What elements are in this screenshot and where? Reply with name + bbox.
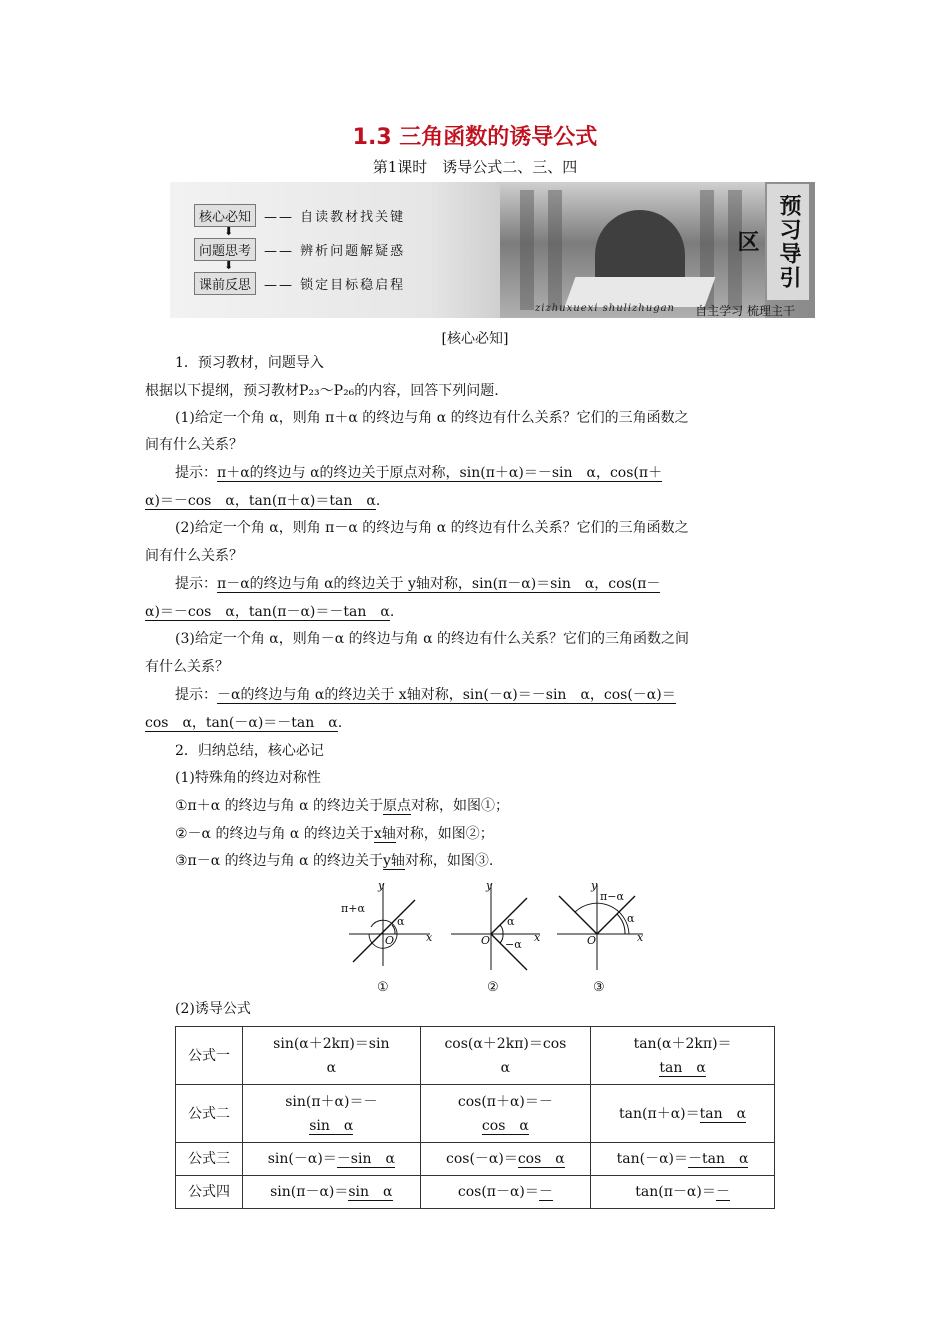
paragraph: 根据以下提纲，预习教材P₂₃～P₂₆的内容，回答下列问题.: [145, 383, 499, 399]
origin-label: O: [481, 934, 491, 947]
subheading-symmetry: (1)特殊角的终边对称性: [175, 770, 321, 786]
arrow-down-icon: ⬇: [224, 259, 234, 272]
question-3-line-2: 有什么关系？: [145, 659, 229, 675]
page-subtitle: 第1课时 诱导公式二、三、四: [372, 158, 578, 176]
hint-1-line-1: 提示：π＋α的终边与 α的终边关于原点对称，sin(π＋α)＝－sin α，cos(π＋: [175, 465, 663, 481]
hint-1-line-2: α)＝－cos α，tan(π＋α)＝tan α.: [145, 493, 381, 509]
figure-1: [341, 879, 433, 995]
table-cell: sin(π＋α)＝－ sin α: [243, 1085, 421, 1143]
axis-x-label: x: [637, 931, 644, 944]
question-2-line-2: 间有什么关系？: [145, 548, 243, 564]
table-row: [176, 1027, 775, 1085]
banner-pinyin: zizhuxuexi shulizhugan: [535, 303, 675, 314]
page-title: 1.3 三角函数的诱导公式: [352, 125, 598, 150]
heading-1: 1．预习教材，问题导入: [175, 355, 324, 371]
origin-label: O: [385, 934, 395, 947]
table-cell: sin(－α)＝－sin α: [243, 1143, 421, 1176]
row-header: 公式四: [176, 1176, 243, 1209]
angle-label: π+α: [341, 902, 365, 915]
axis-y-label: y: [591, 879, 598, 892]
step-core-knowledge: 核心必知: [194, 204, 256, 227]
table-row: [176, 1176, 775, 1209]
table-row: [176, 1085, 775, 1143]
step-question-desc: —— 辨析问题解疑惑: [264, 244, 406, 259]
angle-label: π−α: [600, 890, 624, 903]
axis-y-label: y: [486, 879, 493, 892]
question-2-line-1: (2)给定一个角 α，则角 π－α 的终边与角 α 的终边有什么关系？它们的三角函数之: [175, 520, 689, 536]
table-row: [176, 1143, 775, 1176]
caption-1: ①: [377, 980, 389, 995]
step-reflection: 课前反思: [194, 272, 256, 295]
alpha-label: α: [627, 912, 635, 925]
origin-label: O: [587, 934, 597, 947]
axis-y-label: y: [378, 879, 385, 892]
section-title: [核心必知]: [441, 331, 509, 347]
question-1-line-2: 间有什么关系？: [145, 437, 243, 453]
hint-3-line-2: cos α，tan(－α)＝－tan α.: [145, 715, 343, 731]
row-header: 公式一: [176, 1027, 243, 1085]
question-1-line-1: (1)给定一个角 α，则角 π＋α 的终边与角 α 的终边有什么关系？它们的三角函数之: [175, 410, 689, 426]
hint-3-line-1: 提示：－α的终边与角 α的终边关于 x轴对称，sin(－α)＝－sin α，cos(－α)＝: [175, 687, 676, 703]
caption-3: ③: [593, 980, 605, 995]
table-cell: sin(π－α)＝sin α: [243, 1176, 421, 1209]
table-cell: cos(π－α)＝－: [420, 1176, 591, 1209]
question-3-line-1: (3)给定一个角 α，则角－α 的终边与角 α 的终边有什么关系？它们的三角函数之间: [175, 631, 689, 647]
table-cell: tan(α＋2kπ)＝ tan α: [591, 1027, 775, 1085]
symmetry-figures: [335, 878, 645, 998]
angle-label: −α: [505, 938, 522, 951]
banner-motto: 自主学习 梳理主干: [695, 304, 795, 318]
banner-vertical-title: 预习导引区: [767, 184, 809, 300]
step-core-desc: —— 自读教材找关键: [264, 210, 406, 225]
arrow-down-icon: ⬇: [224, 225, 234, 238]
symmetry-item-3: ③π－α 的终边与角 α 的终边关于y轴对称，如图③.: [175, 853, 494, 869]
preview-banner: [170, 182, 815, 318]
table-cell: cos(α＋2kπ)＝cos α: [420, 1027, 591, 1085]
step-reflection-desc: —— 锁定目标稳启程: [264, 278, 406, 293]
symmetry-item-2: ②－α 的终边与角 α 的终边关于x轴对称，如图②；: [175, 826, 494, 842]
caption-2: ②: [487, 980, 499, 995]
subheading-formulas: (2)诱导公式: [175, 1001, 251, 1017]
table-cell: cos(－α)＝cos α: [420, 1143, 591, 1176]
axis-x-label: x: [426, 931, 433, 944]
heading-2: 2．归纳总结，核心必记: [175, 743, 324, 759]
table-cell: tan(π－α)＝－: [591, 1176, 775, 1209]
hint-2-line-1: 提示：π－α的终边与角 α的终边关于 y轴对称，sin(π－α)＝sin α，cos(π－: [175, 576, 661, 592]
figure-2: [451, 879, 541, 995]
axis-x-label: x: [534, 931, 541, 944]
table-cell: tan(－α)＝－tan α: [591, 1143, 775, 1176]
formula-table: [175, 1026, 775, 1209]
row-header: 公式三: [176, 1143, 243, 1176]
symmetry-item-1: ①π＋α 的终边与角 α 的终边关于原点对称，如图①；: [175, 798, 510, 814]
step-question-thinking: 问题思考: [194, 238, 256, 261]
alpha-label: α: [507, 915, 515, 928]
table-cell: tan(π＋α)＝tan α: [591, 1085, 775, 1143]
row-header: 公式二: [176, 1085, 243, 1143]
figure-3: [557, 879, 644, 995]
hint-2-line-2: α)＝－cos α，tan(π－α)＝－tan α.: [145, 604, 395, 620]
table-cell: cos(π＋α)＝－ cos α: [420, 1085, 591, 1143]
alpha-label: α: [397, 915, 405, 928]
table-cell: sin(α＋2kπ)＝sin α: [243, 1027, 421, 1085]
